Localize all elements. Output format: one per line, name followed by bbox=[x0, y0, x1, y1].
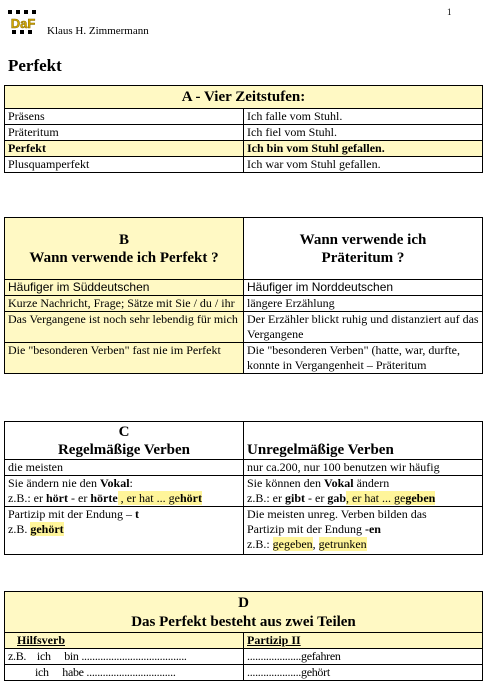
participle-cell: ....................gehört bbox=[244, 665, 483, 681]
tense-name: Präsens bbox=[5, 109, 244, 125]
perfekt-usage-cell: Das Vergangene ist noch sehr lebendig für mich bbox=[5, 312, 244, 343]
auxiliary-verb-header: Hilfsverb bbox=[5, 633, 244, 649]
perfekt-usage-header bbox=[5, 218, 244, 280]
section-b-table bbox=[4, 217, 483, 374]
regular-verbs-cell: Sie ändern nie den Vokal: z.B.: er hört - er hörte , er hat ... gehört bbox=[5, 476, 244, 507]
table-row bbox=[5, 460, 483, 476]
tense-name: Präteritum bbox=[5, 125, 244, 141]
table-row bbox=[5, 109, 483, 125]
praeteritum-usage-title: Wann verwende ich Präteritum ? bbox=[299, 231, 427, 266]
praeteritum-usage-cell: Häufiger im Norddeutschen bbox=[244, 280, 483, 296]
section-d-title: Das Perfekt besteht aus zwei Teilen bbox=[131, 614, 356, 630]
perfekt-usage-title: Wann verwende ich Perfekt ? bbox=[29, 249, 219, 266]
praeteritum-usage-cell: Der Erzähler blickt ruhig und distanziert auf das Vergangene bbox=[244, 312, 483, 343]
table-row bbox=[5, 649, 483, 665]
tense-example: Ich fiel vom Stuhl. bbox=[244, 125, 483, 141]
logo-text: DaF bbox=[10, 16, 36, 31]
praeteritum-usage-cell: Die "besonderen Verben" (hatte, war, durfte, konnte in Vergangenheit – Präteritum bbox=[244, 343, 483, 374]
page-number: 1 bbox=[447, 7, 452, 17]
tense-name: Plusquamperfekt bbox=[5, 157, 244, 173]
praeteritum-usage-cell: längere Erzählung bbox=[244, 296, 483, 312]
section-d-table bbox=[4, 591, 483, 681]
regular-verbs-header bbox=[5, 422, 244, 460]
section-d-header bbox=[5, 592, 483, 633]
regular-verbs-title: Regelmäßige Verben bbox=[57, 441, 191, 458]
auxiliary-verb-cell: z.B. ich bin ....................................... bbox=[5, 649, 244, 665]
table-row bbox=[5, 507, 483, 555]
table-row bbox=[5, 296, 483, 312]
table-row bbox=[5, 665, 483, 681]
section-a-table bbox=[4, 85, 483, 173]
table-row bbox=[5, 312, 483, 343]
section-c-letter: C bbox=[118, 423, 130, 440]
perfekt-usage-cell: Kurze Nachricht, Frage; Sätze mit Sie / du / ihr bbox=[5, 296, 244, 312]
participle-header: Partizip II bbox=[244, 633, 483, 649]
table-row bbox=[5, 157, 483, 173]
author-name: Klaus H. Zimmermann bbox=[47, 25, 149, 37]
regular-verbs-cell: Partizip mit der Endung – t z.B. gehört bbox=[5, 507, 244, 555]
daf-logo bbox=[6, 8, 40, 36]
section-c-table bbox=[4, 421, 483, 555]
section-d-letter: D bbox=[238, 595, 249, 611]
perfekt-usage-cell: Häufiger im Süddeutschen bbox=[5, 280, 244, 296]
tense-example: Ich falle vom Stuhl. bbox=[244, 109, 483, 125]
auxiliary-verb-cell: ich habe ................................. bbox=[5, 665, 244, 681]
irregular-verbs-cell: Sie können den Vokal ändern z.B.: er gibt - er gab, er hat ... gegeben bbox=[244, 476, 483, 507]
irregular-verbs-cell: nur ca.200, nur 100 benutzen wir häufig bbox=[244, 460, 483, 476]
table-row bbox=[5, 476, 483, 507]
irregular-verbs-header bbox=[244, 422, 483, 460]
section-b-letter: B bbox=[118, 231, 129, 248]
table-row bbox=[5, 633, 483, 649]
praeteritum-usage-header bbox=[244, 218, 483, 280]
table-row-highlighted bbox=[5, 141, 483, 157]
document-title: Perfekt bbox=[8, 56, 62, 75]
participle-cell: ....................gefahren bbox=[244, 649, 483, 665]
irregular-verbs-cell: Die meisten unreg. Verben bilden das Partizip mit der Endung -en z.B.: gegeben, getrunken bbox=[244, 507, 483, 555]
section-a-title bbox=[5, 86, 483, 109]
tense-example: Ich bin vom Stuhl gefallen. bbox=[244, 141, 483, 157]
irregular-verbs-title: Unregelmäßige Verben bbox=[247, 442, 394, 458]
table-row bbox=[5, 343, 483, 374]
tense-name: Perfekt bbox=[5, 141, 244, 157]
table-row bbox=[5, 280, 483, 296]
tense-example: Ich war vom Stuhl gefallen. bbox=[244, 157, 483, 173]
table-row bbox=[5, 125, 483, 141]
regular-verbs-cell: die meisten bbox=[5, 460, 244, 476]
perfekt-usage-cell: Die "besonderen Verben" fast nie im Perfekt bbox=[5, 343, 244, 374]
section-a-title-text: A - Vier Zeitstufen: bbox=[181, 89, 306, 105]
